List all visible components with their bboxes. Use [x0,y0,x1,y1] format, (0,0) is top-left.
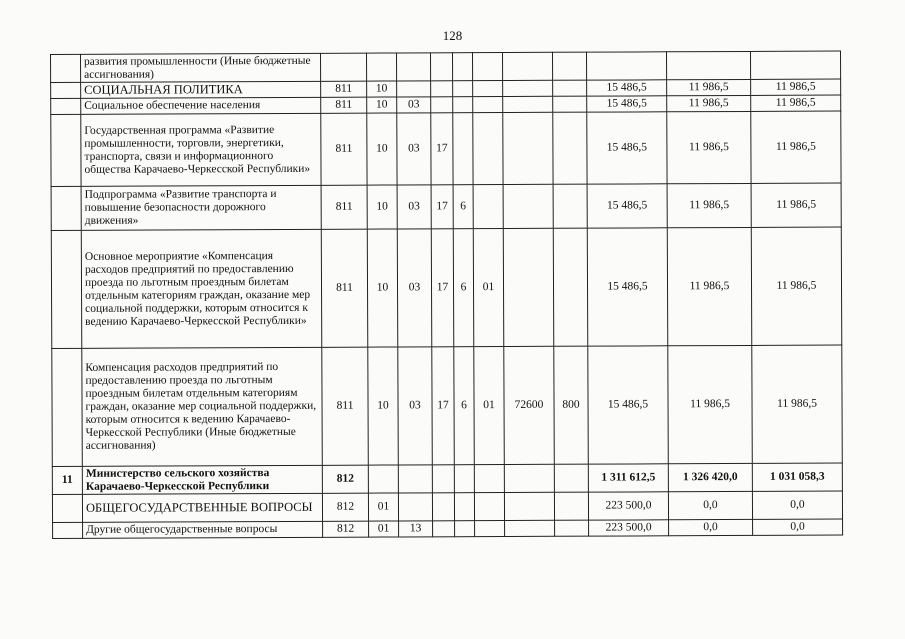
code-section: 10 [367,185,397,229]
table-row [51,111,841,186]
code-ministry: 812 [322,465,368,493]
amount-year-3: 11 986,5 [751,79,841,95]
code-section: 10 [367,97,397,113]
code-direction [503,112,553,184]
code-expense-type [554,464,588,492]
row-number [52,348,83,466]
code-program: 17 [431,229,454,347]
code-subsection: 13 [399,521,433,537]
code-ministry: 811 [321,185,367,229]
amount-year-3: 11 986,5 [751,227,842,345]
code-program [432,493,454,521]
code-expense-type [555,520,589,536]
row-number [52,494,82,522]
code-program: 17 [431,113,453,185]
code-subprogram [453,81,473,97]
table-body [51,51,843,538]
code-direction [504,492,554,520]
table-row [52,463,842,494]
code-section: 01 [369,521,399,537]
code-ministry [320,53,366,81]
code-program [431,81,453,97]
amount-year-1: 15 486,5 [587,184,667,228]
code-section: 01 [368,493,398,521]
row-name: Компенсация расходов предприятий по предоставлению проезда по льготным проездным билетам отдельным категориям граждан, оказание мер социальной поддержки, которым относится к ведению Карачаево-Черкесской Республики (Иные бюджетные ассигнования) [82,347,323,466]
amount-year-3: 11 986,5 [751,183,841,227]
code-activity [474,465,504,493]
code-section: 10 [367,229,398,347]
row-number [51,230,82,348]
amount-year-1: 1 311 612,5 [588,464,668,492]
code-subsection [398,493,432,521]
amount-year-2: 11 986,5 [667,79,751,95]
row-name: развития промышленности (Иные бюджетные ассигнования) [81,53,321,82]
amount-year-3: 11 986,5 [752,345,843,463]
amount-year-3: 11 986,5 [751,111,841,183]
code-program [431,97,453,113]
table-row [51,227,842,348]
code-program: 17 [432,347,455,465]
code-expense-type [553,96,587,112]
code-subprogram [454,493,474,521]
row-name: Министерство сельского хозяйства Карачаево-Черкесской Республики [82,465,322,494]
code-expense-type [553,184,587,228]
table-row [52,491,842,522]
code-ministry: 811 [321,113,367,185]
code-expense-type [553,80,587,96]
amount-year-1: 15 486,5 [587,228,668,346]
amount-year-2: 11 986,5 [667,183,751,227]
code-activity [475,521,505,537]
code-program [433,521,455,537]
code-subsection: 03 [398,347,433,465]
code-direction [502,52,552,80]
code-direction [505,520,555,536]
code-direction [503,96,553,112]
code-ministry: 811 [322,347,369,465]
code-direction [503,228,554,346]
row-number [51,82,81,98]
code-activity [473,185,503,229]
code-activity: 01 [474,347,505,465]
amount-year-1: 15 486,5 [588,346,669,464]
amount-year-2: 11 986,5 [667,111,751,183]
amount-year-2: 11 986,5 [667,95,751,111]
row-name: Подпрограмма «Развитие транспорта и повышение безопасности дорожного движения» [81,185,321,230]
code-subprogram: 6 [453,229,474,347]
amount-year-3: 0,0 [753,519,843,535]
row-name: Государственная программа «Развитие промышленности, торговли, энергетики, транспорта, связи и информационного общества Карачаево-Черкесской Республики» [81,113,321,186]
amount-year-1: 15 486,5 [587,96,667,112]
amount-year-1 [586,52,666,80]
code-ministry: 812 [323,521,369,537]
amount-year-3: 1 031 058,3 [752,463,842,491]
row-number [53,522,83,538]
amount-year-2: 11 986,5 [668,345,753,463]
code-subsection: 03 [397,229,432,347]
code-program [432,465,454,493]
code-subsection: 03 [397,97,431,113]
code-activity [472,53,502,81]
code-direction: 72600 [504,346,555,464]
code-section [368,465,398,493]
row-number [51,98,81,114]
code-subsection: 03 [397,113,431,185]
row-name: Другие общегосударственные вопросы [83,521,323,538]
amount-year-2: 0,0 [668,491,752,519]
code-section: 10 [367,113,397,185]
table-row [51,183,841,230]
amount-year-3 [750,51,840,79]
amount-year-2 [666,51,750,79]
code-expense-type: 800 [554,346,589,464]
row-number: 11 [52,466,82,494]
table-row [51,51,841,82]
code-subprogram [453,97,473,113]
page-number: 128 [442,28,463,43]
code-activity [473,113,503,185]
amount-year-3: 11 986,5 [751,95,841,111]
code-subsection [398,465,432,493]
amount-year-1: 223 500,0 [589,520,669,536]
budget-table-sheet [50,51,842,539]
row-name: Социальное обеспечение населения [81,97,321,114]
amount-year-2: 1 326 420,0 [668,463,752,491]
code-expense-type [553,228,588,346]
amount-year-3: 0,0 [752,491,842,519]
code-ministry: 811 [321,229,368,347]
amount-year-1: 15 486,5 [587,80,667,96]
code-subprogram [454,465,474,493]
code-subprogram: 6 [453,185,473,229]
code-subprogram [452,53,472,81]
code-direction [503,80,553,96]
code-subsection [397,81,431,97]
code-subsection: 03 [397,185,431,229]
code-subprogram: 6 [454,347,475,465]
code-ministry: 811 [321,97,367,113]
code-expense-type [554,492,588,520]
code-section: 10 [367,81,397,97]
code-ministry: 812 [322,493,368,521]
code-activity [473,81,503,97]
table-row [52,345,843,466]
code-program: 17 [431,185,453,229]
budget-table [50,51,843,539]
code-direction [504,464,554,492]
code-expense-type [553,112,587,184]
code-activity: 01 [473,229,504,347]
row-number [51,54,81,82]
code-direction [503,184,553,228]
row-name: ОБЩЕГОСУДАРСТВЕННЫЕ ВОПРОСЫ [82,493,322,522]
row-name: СОЦИАЛЬНАЯ ПОЛИТИКА [81,81,321,98]
code-ministry: 811 [321,81,367,97]
row-number [51,186,81,230]
code-subprogram [455,521,475,537]
code-subprogram [453,113,473,185]
row-name: Основное мероприятие «Компенсация расходов предприятий по предоставлению проезда по льготным проездным билетам отдельным категориям граждан, оказание мер социальной поддержки, которым относится к ведению Карачаево-Черкесской Республики» [81,229,322,348]
amount-year-2: 11 986,5 [667,227,752,345]
table-row [53,519,843,538]
code-expense-type [552,52,586,80]
amount-year-2: 0,0 [669,519,753,535]
amount-year-1: 223 500,0 [588,492,668,520]
code-activity [473,97,503,113]
code-section: 10 [368,347,399,465]
row-number [51,114,81,186]
code-subsection [396,53,430,81]
amount-year-1: 15 486,5 [587,112,667,184]
code-activity [474,493,504,521]
code-program [430,53,452,81]
code-section [366,53,396,81]
